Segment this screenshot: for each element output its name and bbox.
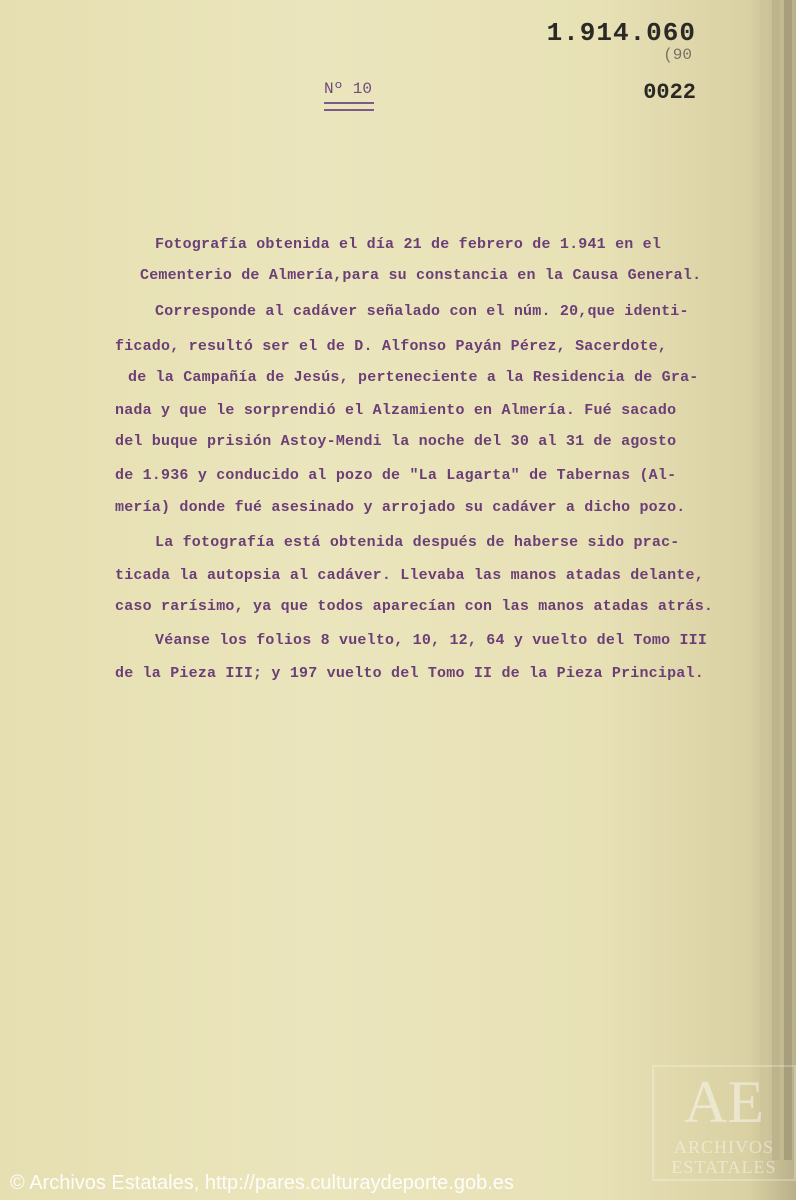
text-line: del buque prisión Astoy-Mendi la noche del 30 al 31 de agosto [115,433,677,450]
text-line: ficado, resultó ser el de D. Alfonso Payán Pérez, Sacerdote, [115,338,668,355]
archive-sub-number: (90 [663,46,692,64]
text-line: de la Campañía de Jesús, perteneciente a la Residencia de Gra- [128,369,699,386]
watermark-logo: AE [684,1069,764,1135]
page-edge [760,0,768,1160]
text-line: Cementerio de Almería,para su constancia en la Causa General. [140,267,702,284]
text-line: mería) donde fué asesinado y arrojado su cadáver a dicho pozo. [115,499,686,516]
archive-watermark-logo [652,1065,796,1181]
document-number-underline [324,102,374,111]
text-line: nada y que le sorprendió el Alzamiento en Almería. Fué sacado [115,402,677,419]
page-edge [772,0,780,1160]
text-line: de 1.936 y conducido al pozo de "La Lagarta" de Tabernas (Al- [115,467,677,484]
folio-number: 0022 [643,80,696,105]
archive-number: 1.914.060 [546,18,696,48]
text-line: Fotografía obtenida el día 21 de febrero de 1.941 en el [155,236,662,253]
text-line: ticada la autopsia al cadáver. Llevaba las manos atadas delante, [115,567,704,584]
page-edge [784,0,792,1160]
text-line: Véanse los folios 8 vuelto, 10, 12, 64 y vuelto del Tomo III [155,632,708,649]
copyright-notice: © Archivos Estatales, http://pares.culturaydeporte.gob.es [10,1172,514,1194]
text-line: caso rarísimo, ya que todos aparecían con las manos atadas atrás. [115,598,714,615]
watermark-text: ARCHIVOS ESTATALES [671,1137,777,1177]
text-line: La fotografía está obtenida después de haberse sido prac- [155,534,680,551]
document-number: Nº 10 [324,80,373,98]
text-line: de la Pieza III; y 197 vuelto del Tomo II de la Pieza Principal. [115,665,704,682]
text-line: Corresponde al cadáver señalado con el núm. 20,que identi- [155,303,689,320]
